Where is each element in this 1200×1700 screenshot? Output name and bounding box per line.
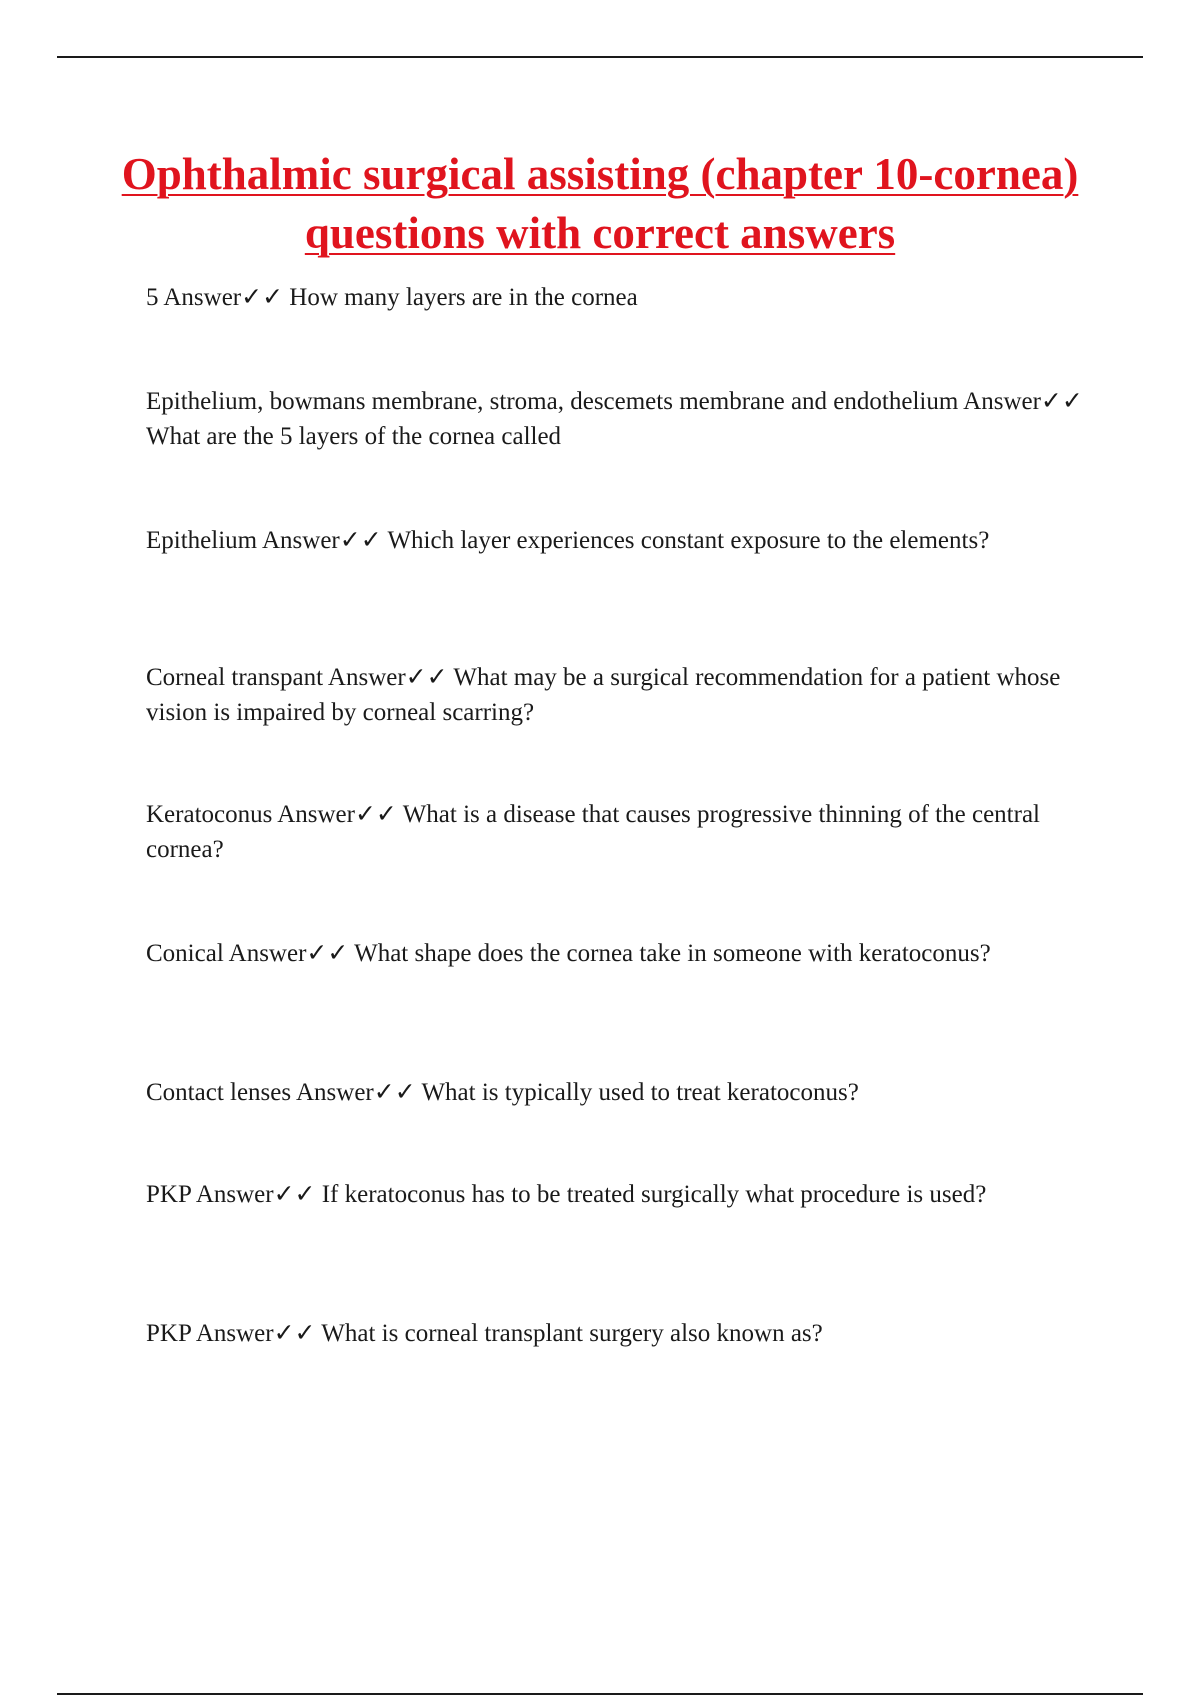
question-text: What are the 5 layers of the cornea called bbox=[146, 423, 562, 450]
qa-item-1 bbox=[146, 280, 1086, 315]
answer-marker: Answer✓✓ bbox=[261, 527, 382, 554]
question-text: What is typically used to treat keratoconus? bbox=[421, 1079, 859, 1106]
question-text: Which layer experiences constant exposure to the elements? bbox=[387, 527, 990, 554]
qa-item-3 bbox=[146, 523, 1086, 558]
top-rule bbox=[57, 56, 1143, 58]
answer-marker: Answer✓✓ bbox=[295, 1079, 416, 1106]
qa-item-8 bbox=[146, 1177, 1086, 1212]
qa-item-2 bbox=[146, 384, 1086, 454]
question-text: What is corneal transplant surgery also known as? bbox=[321, 1320, 823, 1347]
bottom-rule bbox=[57, 1693, 1143, 1695]
answer-marker: Answer✓✓ bbox=[163, 284, 284, 311]
answer-text: 5 bbox=[146, 284, 159, 311]
answer-marker: Answer✓✓ bbox=[327, 664, 448, 691]
qa-item-5 bbox=[146, 797, 1086, 867]
question-text: If keratoconus has to be treated surgically what procedure is used? bbox=[321, 1181, 987, 1208]
answer-marker: Answer✓✓ bbox=[228, 940, 349, 967]
answer-text: Keratoconus bbox=[146, 801, 273, 828]
question-text: What shape does the cornea take in someone with keratoconus? bbox=[354, 940, 991, 967]
answer-text: Conical bbox=[146, 940, 224, 967]
question-text: How many layers are in the cornea bbox=[289, 284, 638, 311]
answer-marker: Answer✓✓ bbox=[195, 1320, 316, 1347]
answer-text: Epithelium, bowmans membrane, stroma, descemets membrane and endothelium bbox=[146, 388, 959, 415]
answer-marker: Answer✓✓ bbox=[963, 388, 1083, 415]
qa-item-9 bbox=[146, 1316, 1086, 1351]
answer-text: Epithelium bbox=[146, 527, 258, 554]
answer-text: PKP bbox=[146, 1320, 191, 1347]
answer-marker: Answer✓✓ bbox=[277, 801, 397, 828]
answer-text: Corneal transpant bbox=[146, 664, 324, 691]
document-title: Ophthalmic surgical assisting (chapter 10-cornea) questions with correct answers bbox=[121, 149, 1079, 258]
qa-item-4 bbox=[146, 660, 1086, 730]
answer-text: PKP bbox=[146, 1181, 191, 1208]
answer-text: Contact lenses bbox=[146, 1079, 292, 1106]
question-text: What is a disease that causes progressive thinning of the central cornea? bbox=[146, 801, 1047, 863]
qa-item-7 bbox=[146, 1075, 1086, 1110]
qa-item-6 bbox=[146, 936, 1086, 971]
question-text: What may be a surgical recommendation for a patient whose vision is impaired by corneal scarring? bbox=[146, 664, 1067, 726]
answer-marker: Answer✓✓ bbox=[195, 1181, 316, 1208]
